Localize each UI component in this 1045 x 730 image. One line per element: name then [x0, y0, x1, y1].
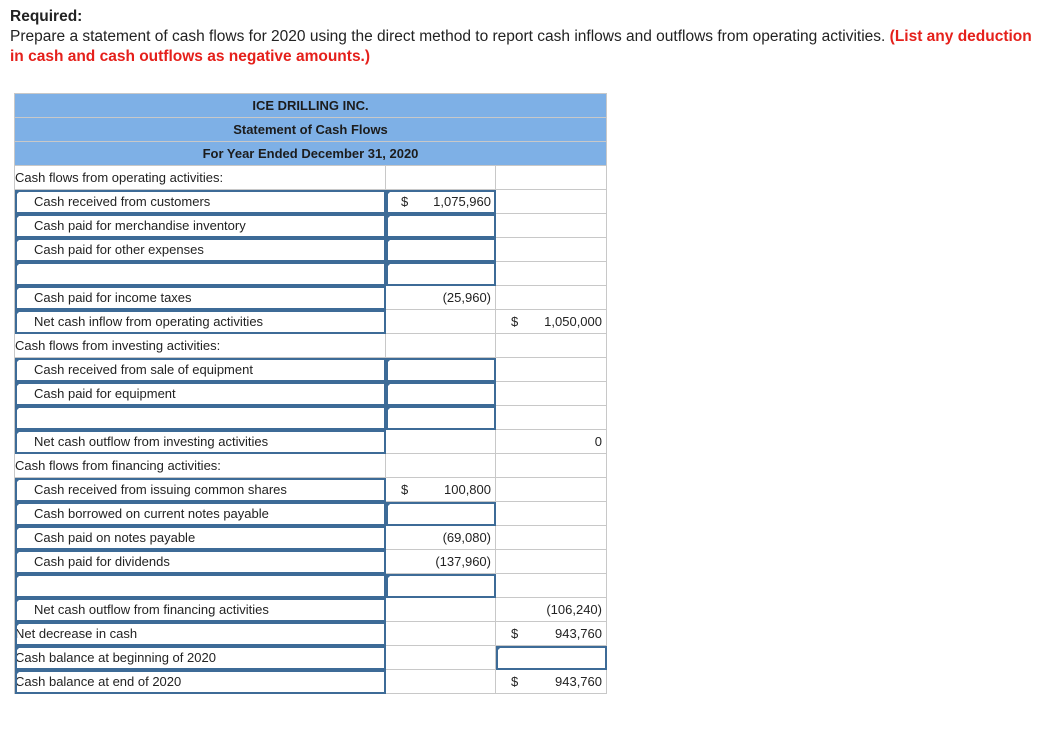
total-value: 943,760: [555, 674, 602, 689]
line-item-select[interactable]: Net cash outflow from investing activities: [15, 430, 386, 454]
statement-row: [15, 598, 607, 622]
statement-row: [15, 574, 607, 598]
statement-row: [15, 190, 607, 214]
amount-input: [386, 166, 496, 190]
section-heading: Cash flows from operating activities:: [15, 166, 386, 190]
total-input: [496, 310, 607, 334]
amount-value: (69,080): [442, 530, 491, 545]
amount-input[interactable]: [386, 382, 496, 406]
line-item-select[interactable]: Net cash outflow from financing activities: [15, 598, 386, 622]
statement-row: [15, 382, 607, 406]
total-input: [496, 430, 607, 454]
total-value: (106,240): [546, 602, 602, 617]
amount-input: [386, 310, 496, 334]
total-input: [496, 454, 607, 478]
amount-input: [386, 526, 496, 550]
total-input: [496, 478, 607, 502]
total-input: [496, 406, 607, 430]
line-item-select[interactable]: Cash paid for dividends: [15, 550, 386, 574]
line-item-select[interactable]: Cash balance at end of 2020: [15, 670, 386, 694]
statement-row: [15, 454, 607, 478]
total-input: [496, 262, 607, 286]
total-input: [496, 238, 607, 262]
amount-value: 100,800: [444, 482, 491, 497]
line-item-select[interactable]: Cash balance at beginning of 2020: [15, 646, 386, 670]
statement-row: [15, 262, 607, 286]
dollar-sign: $: [511, 674, 519, 689]
line-item-select[interactable]: Cash borrowed on current notes payable: [15, 502, 386, 526]
total-value: 0: [594, 434, 602, 449]
required-heading: Required:: [10, 8, 83, 25]
line-item-select[interactable]: Cash received from sale of equipment: [15, 358, 386, 382]
line-item-select[interactable]: [15, 574, 386, 598]
total-input: [496, 622, 607, 646]
statement-row: [15, 550, 607, 574]
instructions: [10, 7, 1040, 67]
amount-input: [386, 430, 496, 454]
line-item-select[interactable]: Cash received from customers: [15, 190, 386, 214]
statement-row: [15, 214, 607, 238]
amount-input: [386, 670, 496, 694]
statement-period: For Year Ended December 31, 2020: [15, 142, 607, 166]
total-input: [496, 214, 607, 238]
statement-row: [15, 430, 607, 454]
dollar-sign: $: [401, 194, 409, 209]
amount-input: [386, 550, 496, 574]
statement-row: [15, 646, 607, 670]
amount-input: [386, 286, 496, 310]
amount-input: [386, 334, 496, 358]
statement-row: [15, 238, 607, 262]
instruction-text: Prepare a statement of cash flows for 2020 using the direct method to report cash inflows and outflows from operating activities.: [10, 28, 886, 45]
instruction-note: (List any deduction in cash and cash outflows as negative amounts.): [10, 28, 1032, 65]
total-value: 1,050,000: [544, 314, 602, 329]
statement-row: [15, 670, 607, 694]
total-input: [496, 166, 607, 190]
line-item-select[interactable]: Cash paid for income taxes: [15, 286, 386, 310]
statement-row: [15, 502, 607, 526]
line-item-select[interactable]: [15, 406, 386, 430]
cash-flow-statement-table: [14, 93, 607, 694]
total-input: [496, 334, 607, 358]
statement-row: [15, 526, 607, 550]
line-item-select[interactable]: Net decrease in cash: [15, 622, 386, 646]
total-input: [496, 286, 607, 310]
total-input: [496, 382, 607, 406]
amount-value: (25,960): [442, 290, 491, 305]
total-input: [496, 598, 607, 622]
total-input[interactable]: [496, 646, 607, 670]
amount-input[interactable]: [386, 358, 496, 382]
total-input: [496, 574, 607, 598]
line-item-select[interactable]: Cash paid for other expenses: [15, 238, 386, 262]
amount-value: (137,960): [435, 554, 491, 569]
total-input: [496, 358, 607, 382]
line-item-select[interactable]: Cash paid for equipment: [15, 382, 386, 406]
amount-input: [386, 622, 496, 646]
total-input: [496, 502, 607, 526]
dollar-sign: $: [401, 482, 409, 497]
statement-row: [15, 358, 607, 382]
statement-row: [15, 478, 607, 502]
statement-row: [15, 622, 607, 646]
amount-input[interactable]: [386, 190, 496, 214]
line-item-select[interactable]: Cash paid for merchandise inventory: [15, 214, 386, 238]
amount-value: 1,075,960: [433, 194, 491, 209]
dollar-sign: $: [511, 626, 519, 641]
total-input: [496, 550, 607, 574]
total-input: [496, 526, 607, 550]
total-input: [496, 190, 607, 214]
amount-input[interactable]: [386, 214, 496, 238]
line-item-select[interactable]: Cash received from issuing common shares: [15, 478, 386, 502]
amount-input: [386, 646, 496, 670]
total-value: 943,760: [555, 626, 602, 641]
amount-input[interactable]: [386, 238, 496, 262]
section-heading: Cash flows from investing activities:: [15, 334, 386, 358]
statement-title: Statement of Cash Flows: [15, 118, 607, 142]
statement-row: [15, 166, 607, 190]
statement-row: [15, 286, 607, 310]
statement-row: [15, 334, 607, 358]
line-item-select[interactable]: Cash paid on notes payable: [15, 526, 386, 550]
company-name: ICE DRILLING INC.: [15, 94, 607, 118]
amount-input[interactable]: [386, 406, 496, 430]
amount-input: [386, 454, 496, 478]
line-item-select[interactable]: Net cash inflow from operating activities: [15, 310, 386, 334]
statement-row: [15, 310, 607, 334]
amount-input[interactable]: [386, 502, 496, 526]
amount-input[interactable]: [386, 262, 496, 286]
amount-input: [386, 598, 496, 622]
statement-row: [15, 406, 607, 430]
total-input: [496, 670, 607, 694]
amount-input[interactable]: [386, 574, 496, 598]
line-item-select[interactable]: [15, 262, 386, 286]
section-heading: Cash flows from financing activities:: [15, 454, 386, 478]
dollar-sign: $: [511, 314, 519, 329]
amount-input: [386, 478, 496, 502]
